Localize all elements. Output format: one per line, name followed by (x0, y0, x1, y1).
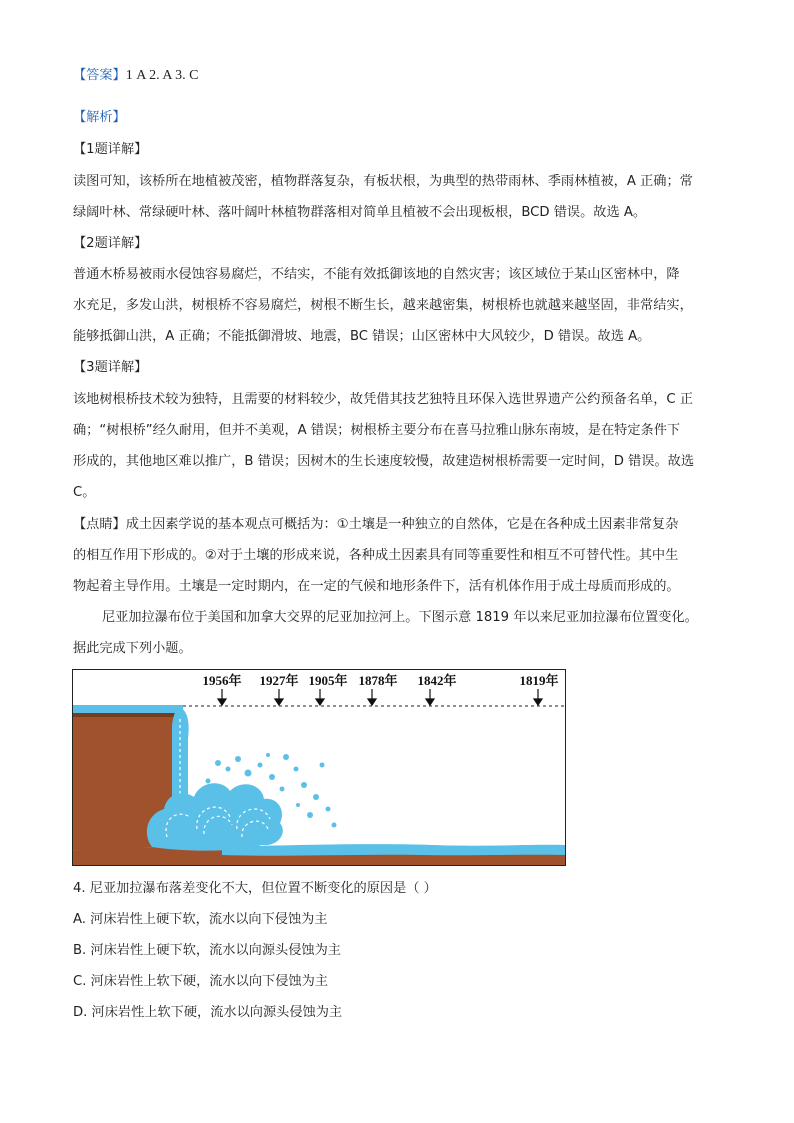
year-label: 1905年 (308, 673, 348, 688)
q4-option-d: D. 河床岩性上软下硬，流水以向源头侵蚀为主 (73, 1005, 343, 1020)
upper-water (73, 705, 183, 713)
year-label: 1956年 (202, 673, 242, 688)
year-label: 1878年 (358, 673, 398, 688)
q4-option-a: A. 河床岩性上硬下软，流水以向下侵蚀为主 (73, 912, 328, 927)
year-label: 1819年 (519, 673, 559, 688)
tips-heading: 【点睛】 (73, 517, 126, 532)
q1-line: 绿阔叶林、常绿硬叶林、落叶阔叶林植物群落相对简单且植被不会出现板根，BCD 错误。故选 A。 (73, 205, 647, 220)
downstream-water (222, 844, 565, 856)
q3-heading: 【3题详解】 (73, 360, 148, 375)
year-label: 1927年 (259, 673, 299, 688)
q2-line: 能够抵御山洪，A 正确；不能抵御滑坡、地震，BC 错误；山区密林中大风较少，D 错误。故选 A。 (73, 329, 651, 344)
answer-row (73, 66, 199, 86)
cliff-cap (73, 713, 177, 717)
q3-line: C。 (73, 485, 96, 500)
q4-option-b: B. 河床岩性上硬下软，流水以向源头侵蚀为主 (73, 943, 341, 958)
niagara-falls-diagram (72, 669, 566, 866)
q2-line: 普通木桥易被雨水侵蚀容易腐烂，不结实，不能有效抵御该地的自然灾害；该区域位于某山区密林中，降 (73, 267, 680, 282)
q3-line: 形成的，其他地区难以推广，B 错误；因树木的生长速度较慢，故建造树根桥需要一定时间，D 错误。故选 (73, 454, 695, 469)
analysis-heading: 【解析】 (73, 110, 126, 125)
tips-line: 物起着主导作用。土壤是一定时期内，在一定的气候和地形条件下，活有机体作用于成土母质而形成的。 (73, 579, 680, 594)
answer-items: 1 A 2. A 3. C (125, 68, 199, 83)
q1-line: 读图可知，该桥所在地植被茂密，植物群落复杂，有板状根，为典型的热带雨林、季雨林植被，A 正确；常 (73, 174, 693, 189)
q1-heading: 【1题详解】 (73, 142, 148, 157)
tips-line: 成土因素学说的基本观点可概括为：①土壤是一种独立的自然体，它是在各种成土因素非常复杂 (125, 517, 679, 532)
q2-heading: 【2题详解】 (73, 236, 148, 251)
intro-line: 尼亚加拉瀑布位于美国和加拿大交界的尼亚加拉河上。下图示意 1819 年以来尼亚加拉瀑布位置变化。 (102, 610, 698, 625)
year-label: 1842年 (417, 673, 457, 688)
q2-line: 水充足，多发山洪，树根桥不容易腐烂，树根不断生长，越来越密集，树根桥也就越来越坚固，非常结实， (73, 298, 693, 313)
q4-option-c: C. 河床岩性上软下硬，流水以向下侵蚀为主 (73, 974, 328, 989)
intro-line: 据此完成下列小题。 (73, 641, 192, 656)
q3-line: 该地树根桥技术较为独特，且需要的材料较少，故凭借其技艺独特且环保入选世界遗产公约预备名单，C 正 (73, 392, 694, 407)
tips-first-line (73, 515, 678, 535)
tips-line: 的相互作用下形成的。②对于土壤的形成来说，各种成土因素具有同等重要性和相互不可替代性。其中生 (73, 548, 679, 563)
answer-tag: 【答案】 (73, 68, 126, 83)
q3-line: 确；“树根桥”经久耐用，但并不美观，A 错误；树根桥主要分布在喜马拉雅山脉东南坡，是在特定条件下 (73, 423, 681, 438)
q4-stem: 4. 尼亚加拉瀑布落差变化不大，但位置不断变化的原因是（ ） (73, 881, 437, 896)
